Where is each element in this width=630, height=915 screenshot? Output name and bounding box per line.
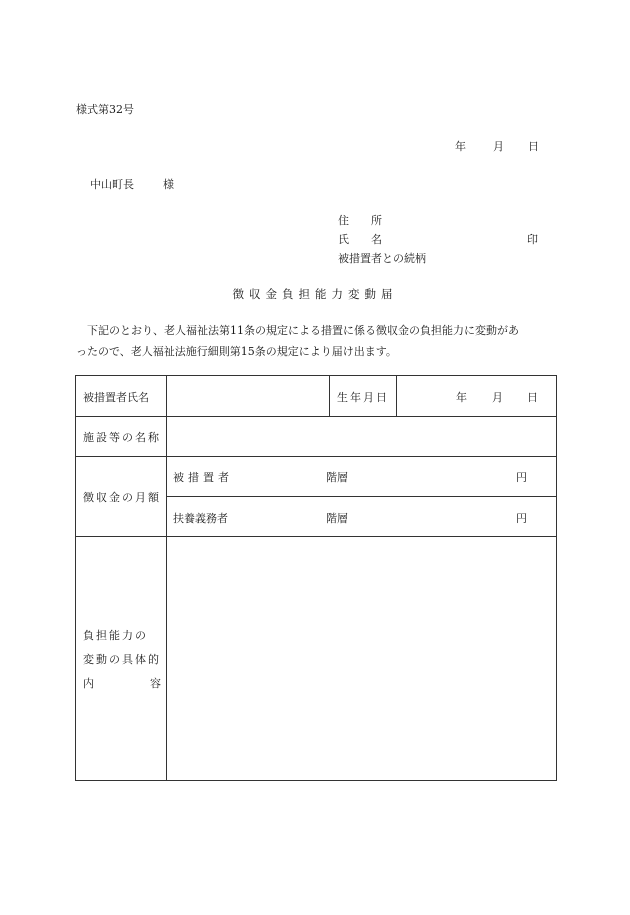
- birth-year-label: 年: [456, 391, 467, 404]
- payer-label-insured: 被措置者: [173, 471, 233, 484]
- date-year-label: 年: [455, 140, 466, 153]
- relation-label: 被措置者との続柄: [338, 252, 426, 265]
- person-name-label: 被措置者氏名: [83, 391, 149, 404]
- birth-date-label: 生年月日: [337, 391, 389, 404]
- table-column-divider: [396, 376, 397, 416]
- addressee-honorific: 様: [163, 178, 174, 191]
- change-details-field[interactable]: [167, 537, 556, 780]
- table-row-divider: [166, 496, 556, 497]
- body-text: [76, 320, 556, 362]
- body-line-2: ったので、老人福祉法施行細則第15条の規定により届け出ます。: [76, 345, 397, 358]
- class-label-guardian: 階層: [326, 512, 348, 525]
- birth-month-label: 月: [492, 391, 503, 404]
- application-table: [75, 375, 557, 781]
- change-details-label-line3a: 内: [83, 677, 94, 690]
- document-title: 徴収金負担能力変動届: [232, 287, 398, 301]
- class-label-insured: 階層: [326, 471, 348, 484]
- facility-name-field[interactable]: [167, 416, 556, 456]
- payer-label-guardian: 扶養義務者: [173, 512, 228, 525]
- form-number: 様式第32号: [76, 103, 134, 116]
- monthly-amount-label: 徴収金の月額: [83, 491, 161, 504]
- person-name-field[interactable]: [167, 376, 329, 416]
- change-details-label-line1: 負担能力の: [83, 629, 148, 642]
- address-label: 住 所: [338, 214, 382, 227]
- table-row-divider: [76, 456, 556, 457]
- name-label: 氏 名: [338, 233, 382, 246]
- yen-unit-guardian: 円: [516, 512, 527, 525]
- date-month-label: 月: [493, 140, 504, 153]
- table-column-divider: [329, 376, 330, 416]
- change-details-label-line2: 変動の具体的: [83, 653, 161, 666]
- yen-unit-insured: 円: [516, 471, 527, 484]
- addressee: [90, 176, 174, 192]
- facility-name-label: 施設等の名称: [83, 431, 161, 444]
- seal-mark: 印: [527, 233, 538, 246]
- body-line-1: 下記のとおり、老人福祉法第11条の規定による措置に係る徴収金の負担能力に変動があ: [87, 324, 519, 337]
- date-day-label: 日: [528, 140, 539, 153]
- change-details-label-line3b: 容: [150, 677, 161, 690]
- birth-day-label: 日: [527, 391, 538, 404]
- addressee-name: 中山町長: [90, 178, 134, 191]
